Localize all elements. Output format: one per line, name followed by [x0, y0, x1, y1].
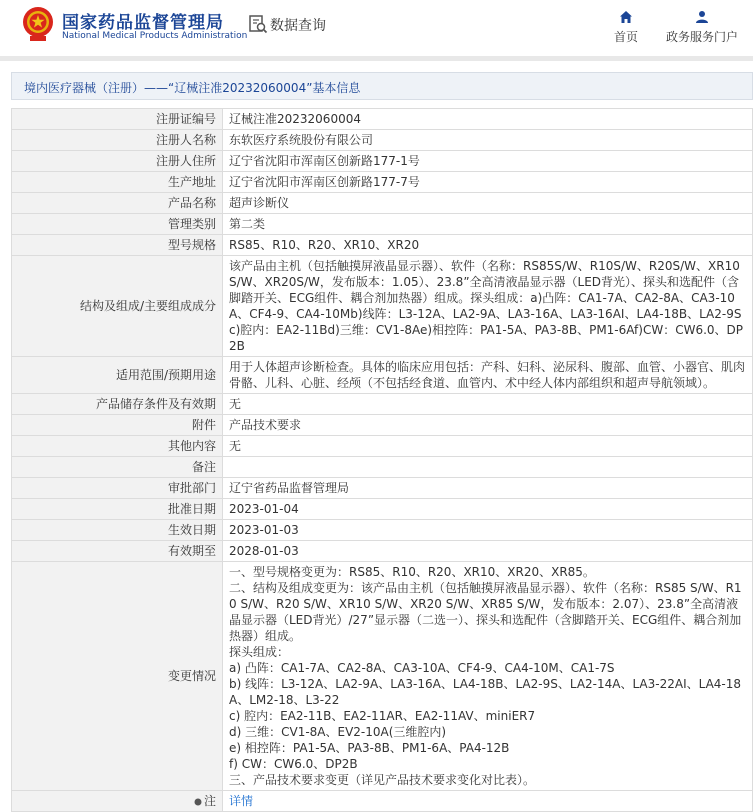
- row-label: 适用范围/预期用途: [12, 357, 223, 394]
- table-row: [12, 151, 753, 172]
- nav-home-link[interactable]: [608, 10, 644, 50]
- row-label: 产品储存条件及有效期: [12, 394, 223, 415]
- row-value: 辽械注准20232060004: [223, 109, 753, 130]
- row-value: [223, 457, 753, 478]
- row-label: 注册证编号: [12, 109, 223, 130]
- row-label: 审批部门: [12, 478, 223, 499]
- site-logo-title[interactable]: 国家药品监督管理局: [62, 13, 224, 33]
- row-value: 产品技术要求: [223, 415, 753, 436]
- row-value: 用于人体超声诊断检查。具体的临床应用包括：产科、妇科、泌尿科、腹部、血管、小器官、肌肉骨骼、儿科、心脏、经颅（不包括经食道、血管内、术中经人体内部组织和超声导航领域）。: [223, 357, 753, 394]
- row-label: 管理类别: [12, 214, 223, 235]
- table-row: [12, 256, 753, 357]
- table-row: [12, 478, 753, 499]
- table-row-note: [12, 791, 753, 812]
- row-value: 无: [223, 394, 753, 415]
- row-value: 2028-01-03: [223, 541, 753, 562]
- row-label: 注册人名称: [12, 130, 223, 151]
- row-label: 注册人住所: [12, 151, 223, 172]
- table-row: [12, 562, 753, 791]
- row-value: 无: [223, 436, 753, 457]
- row-label: 有效期至: [12, 541, 223, 562]
- document-search-icon: [248, 14, 268, 34]
- row-label: 变更情况: [12, 562, 223, 791]
- row-value: 辽宁省沈阳市浑南区创新路177-7号: [223, 172, 753, 193]
- table-row: [12, 541, 753, 562]
- table-row: [12, 214, 753, 235]
- bullet-icon: [194, 798, 202, 806]
- row-value: 2023-01-03: [223, 520, 753, 541]
- row-value: [223, 791, 753, 812]
- row-value: 第二类: [223, 214, 753, 235]
- header-divider: [0, 56, 753, 61]
- row-label: 其他内容: [12, 436, 223, 457]
- home-icon: [619, 10, 633, 24]
- table-row: [12, 415, 753, 436]
- row-label: 生产地址: [12, 172, 223, 193]
- row-value: 辽宁省药品监督管理局: [223, 478, 753, 499]
- row-label: 备注: [12, 457, 223, 478]
- nav-service-portal-link[interactable]: [660, 10, 744, 50]
- table-row: [12, 520, 753, 541]
- table-row: [12, 499, 753, 520]
- row-label: 结构及组成/主要组成成分: [12, 256, 223, 357]
- table-row: [12, 109, 753, 130]
- row-value: 2023-01-04: [223, 499, 753, 520]
- table-row: [12, 357, 753, 394]
- user-icon: [695, 10, 709, 24]
- row-label: 附件: [12, 415, 223, 436]
- nav-home-label: 首页: [613, 30, 638, 44]
- table-row: [12, 235, 753, 256]
- row-value: 一、型号规格变更为：RS85、R10、R20、XR10、XR20、XR85。 二、结构及组成变更为：该产品由主机（包括触摸屏液晶显示器）、软件（名称：RS85 S/W、R10 S/W、R20 S/W、XR10 S/W、XR20 S/W、XR85 S/W，发布版本：2.07）、23.8”全高清液晶显示器（LED背光）/27”显示器（二选一）、探头和选配件（含脚踏开关、ECG组件、耦合剂加热器）组成。 探头组成： a) 凸阵：CA1-7A、CA2-8A、CA3-10A、CF4-9、CA4-10M、CA1-7S b) 线阵：L3-12A、LA2-9A、LA3-16A、LA4-18B、LA2-9S、LA2-14A、LA3-22AI、LA4-18A、LM2-18、L3-22 c) 腔内：EA2-11B、EA2-11AR、EA2-11AV、miniER7 d) 三维：CV1-8A、EV2-10A(三维腔内) e) 相控阵：PA1-5A、PA3-8B、PM1-6A、PA4-12B f) CW：CW6.0、DP2B 三、产品技术要求变更（详见产品技术要求变化对比表）。: [223, 562, 753, 791]
- row-label: [12, 791, 223, 812]
- table-row: [12, 193, 753, 214]
- note-label: 注: [203, 794, 216, 808]
- table-row: [12, 394, 753, 415]
- site-logo-subtitle: National Medical Products Administration: [62, 31, 248, 41]
- table-row: [12, 130, 753, 151]
- table-row: [12, 436, 753, 457]
- nav-service-portal-label: 政务服务门户: [665, 30, 738, 44]
- row-value: 该产品由主机（包括触摸屏液晶显示器）、软件（名称：RS85S/W、R10S/W、R20S/W、XR10S/W、XR20S/W，发布版本：1.05）、23.8”全高清液晶显示器（LED背光）、探头和选配件（含脚踏开关、ECG组件、耦合剂加热器）组成。探头组成：a)凸阵：CA1-7A、CA2-8A、CA3-10A、CF4-9、CA4-10Mb)线阵：L3-12A、LA2-9A、LA3-16A、LA3-16AI、LA4-18B、LA2-9Sc)腔内：EA2-11Bd)三维：CV1-8Ae)相控阵：PA1-5A、PA3-8B、PM1-6Af)CW：CW6.0、DP2B: [223, 256, 753, 357]
- registration-info-table: [11, 108, 753, 812]
- breadcrumb: [11, 72, 753, 100]
- row-value: RS85、R10、R20、XR10、XR20: [223, 235, 753, 256]
- row-label: 批准日期: [12, 499, 223, 520]
- row-label: 型号规格: [12, 235, 223, 256]
- row-value: 超声诊断仪: [223, 193, 753, 214]
- breadcrumb-text: 境内医疗器械（注册）——“辽械注准20232060004”基本信息: [24, 81, 361, 95]
- row-value: 辽宁省沈阳市浑南区创新路177-1号: [223, 151, 753, 172]
- row-value: 东软医疗系统股份有限公司: [223, 130, 753, 151]
- table-row: [12, 457, 753, 478]
- data-query-label: 数据查询: [270, 18, 326, 34]
- row-label: 产品名称: [12, 193, 223, 214]
- details-link[interactable]: 详情: [229, 794, 254, 808]
- site-header: [0, 0, 753, 56]
- row-label: 生效日期: [12, 520, 223, 541]
- national-emblem-icon: [22, 6, 54, 42]
- table-row: [12, 172, 753, 193]
